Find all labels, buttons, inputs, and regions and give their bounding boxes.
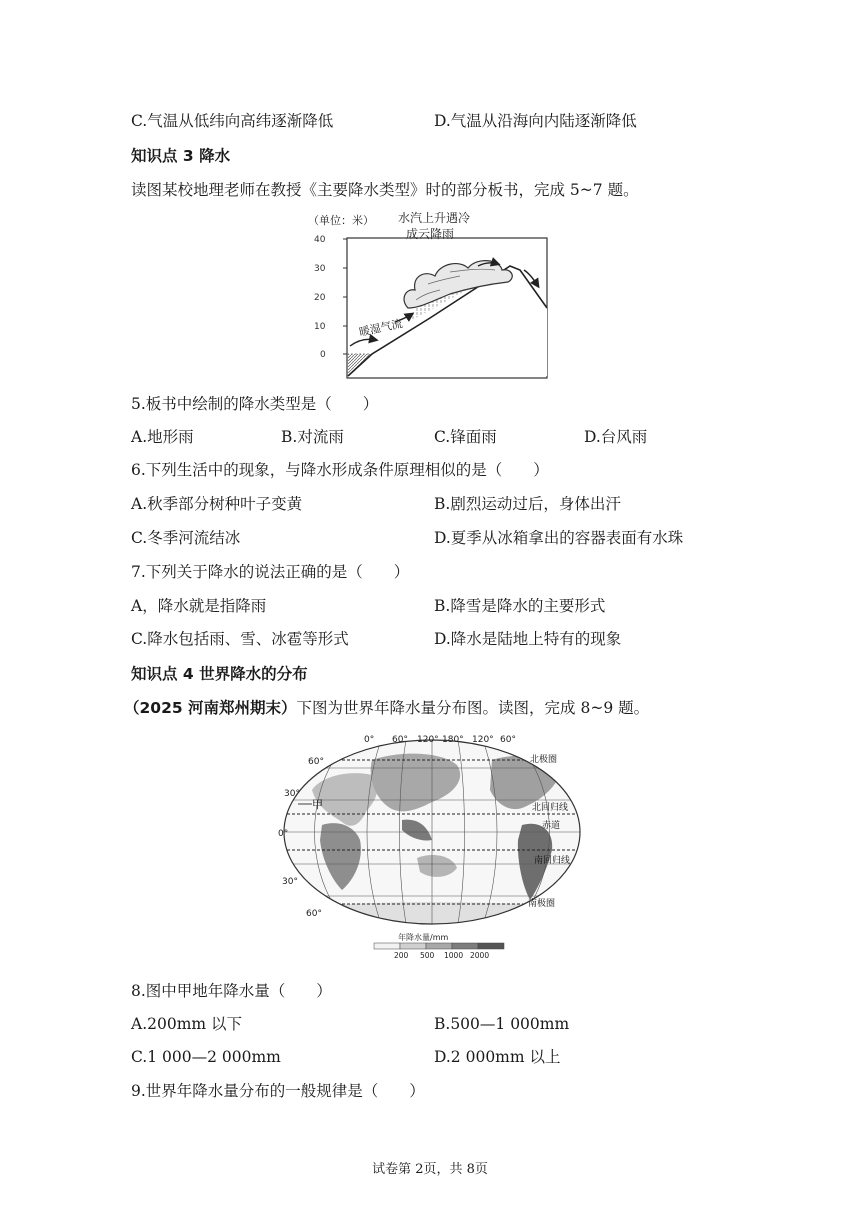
lat-label-30s: 30° — [282, 877, 298, 887]
q5-option-a: A.地形雨 — [131, 428, 194, 446]
q5-option-c: C.锋面雨 — [434, 428, 497, 446]
q7-option-b: B.降雪是降水的主要形式 — [434, 597, 606, 615]
q9-stem: 9.世界年降水量分布的一般规律是（ ） — [131, 1082, 425, 1100]
q6-option-c: C.冬季河流结冰 — [131, 529, 241, 547]
section3-intro: 读图某校地理老师在教授《主要降水类型》时的部分板书，完成 5~7 题。 — [131, 181, 639, 199]
q8-option-d: D.2 000mm 以上 — [434, 1048, 561, 1066]
world-precipitation-map — [278, 730, 582, 962]
legend — [374, 932, 504, 960]
q4-option-c: C.气温从低纬向高纬逐渐降低 — [131, 112, 334, 130]
unit-label: （单位：米） — [308, 214, 374, 227]
q8-option-a: A.200mm 以下 — [131, 1015, 243, 1033]
label-equator: 赤道 — [542, 821, 561, 831]
q7-stem: 7.下列关于降水的说法正确的是（ ） — [131, 563, 410, 581]
legend-value-200: 200 — [394, 951, 409, 960]
section3-title: 知识点 3 降水 — [131, 147, 231, 165]
legend-swatch-4 — [452, 943, 478, 949]
legend-value-2000: 2000 — [470, 951, 490, 960]
legend-swatch-2 — [400, 943, 426, 949]
lon-label-60e: 60° — [392, 735, 408, 745]
lon-label-180: 180° — [442, 735, 464, 745]
section4-title: 知识点 4 世界降水的分布 — [131, 665, 308, 683]
wind-arrow-1 — [350, 339, 376, 346]
y-tick-0: 0 — [320, 350, 326, 360]
lat-label-60n: 60° — [308, 757, 324, 767]
section4-source: （2025 河南郑州期末） — [124, 699, 297, 717]
legend-swatch-3 — [426, 943, 452, 949]
q6-stem: 6.下列生活中的现象，与降水形成条件原理相似的是（ ） — [131, 461, 549, 479]
q7-option-a: A，降水就是指降雨 — [131, 597, 267, 615]
label-tropic-cancer: 北回归线 — [532, 803, 569, 813]
q6-option-b: B.剧烈运动过后，身体出汗 — [434, 495, 621, 513]
q4-option-d: D.气温从沿海向内陆逐渐降低 — [434, 112, 637, 130]
lat-label-30n: 30° — [284, 789, 300, 799]
lon-label-120e: 120° — [417, 735, 439, 745]
lon-label-120w: 120° — [472, 735, 494, 745]
label-arctic-circle: 北极圈 — [530, 755, 558, 765]
q6-option-a: A.秋季部分树种叶子变黄 — [131, 495, 303, 513]
caption-line1: 水汽上升遇冷 — [398, 211, 471, 225]
legend-value-1000: 1000 — [444, 951, 464, 960]
legend-title: 年降水量/mm — [398, 933, 449, 942]
q5-stem: 5.板书中绘制的降水类型是（ ） — [131, 395, 379, 413]
q8-option-b: B.500—1 000mm — [434, 1015, 570, 1033]
legend-swatch-1 — [374, 943, 400, 949]
label-antarctic-circle: 南极圈 — [528, 899, 556, 909]
q5-option-b: B.对流雨 — [281, 428, 344, 446]
caption-line2: 成云降雨 — [406, 227, 455, 241]
label-tropic-capricorn: 南回归线 — [534, 856, 571, 866]
orographic-rain-diagram — [300, 208, 555, 380]
y-tick-20: 20 — [314, 293, 326, 303]
legend-swatch-5 — [478, 943, 504, 949]
q6-option-d: D.夏季从冰箱拿出的容器表面有水珠 — [434, 529, 684, 547]
legend-value-500: 500 — [420, 951, 435, 960]
lat-label-0: 0° — [278, 829, 289, 839]
y-tick-40: 40 — [314, 235, 326, 245]
section4-intro: 下图为世界年降水量分布图。读图，完成 8~9 题。 — [296, 699, 650, 717]
q8-option-c: C.1 000—2 000mm — [131, 1048, 281, 1066]
lon-label-0: 0° — [364, 735, 375, 745]
q7-option-d: D.降水是陆地上特有的现象 — [434, 630, 622, 648]
q5-option-d: D.台风雨 — [584, 428, 648, 446]
lon-label-60w: 60° — [500, 735, 516, 745]
section4-question-intro — [124, 697, 649, 719]
q8-stem: 8.图中甲地年降水量（ ） — [131, 982, 332, 1000]
y-tick-30: 30 — [314, 264, 326, 274]
label-jia: 甲 — [312, 798, 323, 811]
y-tick-10: 10 — [314, 322, 326, 332]
q7-option-c: C.降水包括雨、雪、冰雹等形式 — [131, 630, 349, 648]
page-footer: 试卷第 2页，共 8页 — [372, 1162, 488, 1177]
y-axis-ticks — [314, 235, 326, 360]
lat-label-60s: 60° — [306, 909, 322, 919]
flow-label: 暖湿气流 — [357, 317, 404, 339]
